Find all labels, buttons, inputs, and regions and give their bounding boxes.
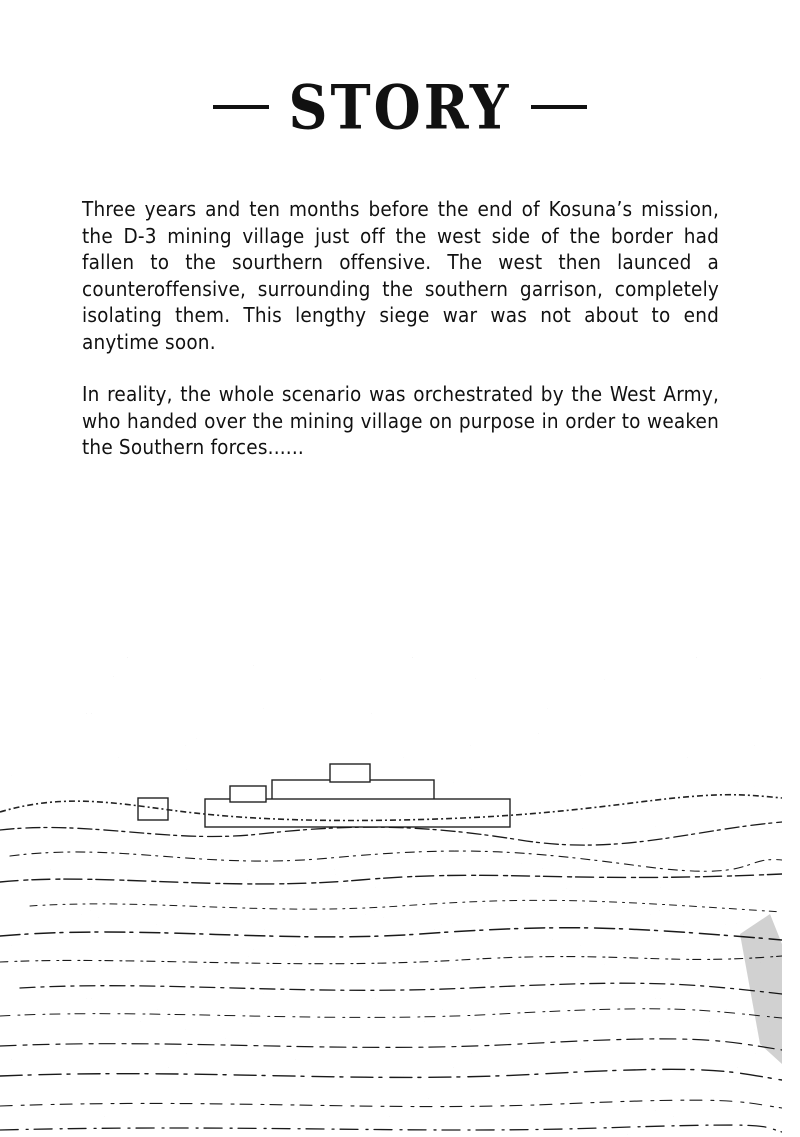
landscape-sketch bbox=[0, 644, 782, 1137]
story-paragraph-2: In reality, the whole scenario was orchestrated by the West Army, who handed over the mining village on purpose in order to weaken the Southern forces...... bbox=[82, 382, 719, 459]
ground-stipple bbox=[0, 814, 782, 1137]
story-text bbox=[82, 196, 719, 487]
landscape-illustration bbox=[0, 644, 782, 1137]
title-right-dash bbox=[531, 105, 587, 109]
story-paragraph-1: Three years and ten months before the end of Kosuna’s mission, the D-3 mining village just off the west side of the border had fallen to the sourthern offensive. The west then launced a counteroffensive, surrounding the southern garrison, completely isolating them. This lengthy siege war was not about to end anytime soon. bbox=[82, 197, 719, 354]
title-row bbox=[0, 72, 800, 142]
title-left-dash bbox=[213, 105, 269, 109]
page-title: STORY bbox=[288, 71, 512, 143]
page-right-margin bbox=[782, 644, 800, 1137]
